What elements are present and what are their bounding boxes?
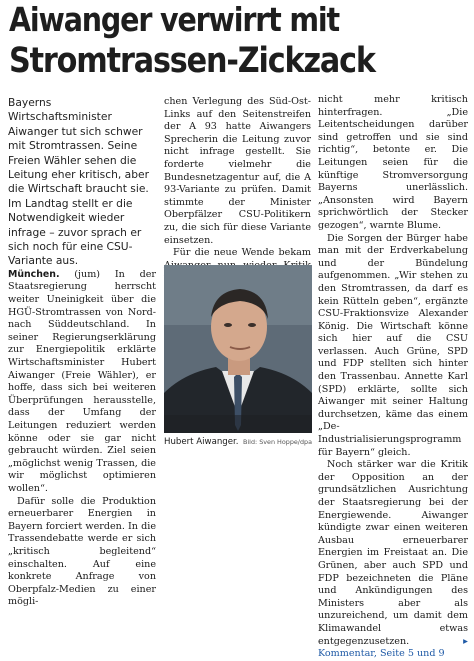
body-paragraph-1	[8, 269, 156, 496]
cross-reference-link[interactable]: Kommentar, Seite 5 und 9	[318, 648, 445, 660]
body-paragraph-2: Dafür solle die Produktion erneuerbarer Energien in Bayern forciert werden. In die Trassendebatte werde er sich „kritisch begleitend“ einschalten. Auf eine konkrete Anfrage von Oberpfalz-Medien zu einer mögli-	[8, 495, 156, 608]
headline	[9, 0, 469, 82]
dateline: München.	[8, 268, 60, 280]
body-paragraph-7	[318, 459, 468, 661]
column-3	[318, 94, 468, 661]
body-paragraph-4: Für die neue Wende bekam	[173, 247, 311, 259]
body-text-1: (jum) In der Staatsregierung herrscht weiter Uneinigkeit über die HGÜ-Stromtrassen von Nord- nach Süddeutschland. In seiner Regierungserklärung zur Energiepolitik erklärte Wirtschaftsminister Hubert Aiwanger (Freie Wähler), er hoffe, dass sich bei weiteren Überprüfungen herausstelle, dass der Umfang der Leitungen reduziert werden könne oder sie gar nicht gebraucht würden. Ziel seien „möglichst wenig Trassen, die wir möglichst optimieren wollen“.	[8, 268, 156, 494]
lead-paragraph: Bayerns Wirtschaftsminister Aiwanger tut sich schwer mit Stromtrassen. Seine Freien Wähler sehen die Leitung eher kritisch, aber die Wirtschaft braucht sie. Im Landtag stellt er die Notwendigkeit wieder infrage – zuvor sprach er sich noch für eine CSU-Variante aus.	[8, 96, 149, 268]
headline-line-1: Aiwanger verwirrt mit	[9, 0, 340, 39]
portrait-photo	[164, 265, 312, 433]
photo-caption	[164, 437, 312, 451]
body-text-7: Noch stärker war die Kritik der Opposition an der grundsätzlichen Ausrichtung der Staatsregierung bei der Energiewende. Aiwanger kündigte zwar einen weiteren Ausbau erneuerbarer Energien im Freistaat an. Die Grünen, aber auch SPD und FDP bezeichneten die Pläne und Ankündigungen des Ministers aber als unzureichend, um damit dem Klimawandel etwas entgegenzusetzen.	[318, 459, 468, 647]
body-paragraph-5: nicht mehr kritisch hinterfragen. „Die Leitentscheidungen darüber sind getroffen und sie sind richtig“, betonte er. Die Leitungen seien für die künftige Stromversorgung Bayerns unerlässlich. „Ansonsten wird Bayern sprichwörtlich der Stecker gezogen“, warnte Blume.	[318, 94, 468, 231]
body-paragraph-3: chen Verlegung des Süd-Ost-Links auf den Seitenstreifen der A 93 hatte Aiwangers Sprecherin die Leitung zuvor nicht infrage gestellt. Sie forderte vielmehr die Bundesnetzagentur auf, die A 93-Variante zu prüfen. Damit stimmte der Minister Oberpfälzer CSU-Politikern zu, die sich für diese Variante einsetzen.	[164, 96, 311, 246]
caption-credit: Bild: Sven Hoppe/dpa	[243, 438, 312, 446]
column-1	[8, 96, 156, 609]
headline-line-2: Stromtrassen-Zickzack	[9, 41, 375, 81]
body-paragraph-6: Die Sorgen der Bürger habe man mit der Erdverkabelung und der Bündelung aufgenommen. „Wir stehen zu den Stromtrassen, da darf es kein Rütteln geben“, ergänzte CSU-Fraktionsvize Alexander König. Die Wirtschaft könne sich hier auf die CSU verlassen. Auch Grüne, SPD und FDP stellten sich hinter den Trassenbau. Annette Karl (SPD) erklärte, sollte sich Aiwanger mit seiner Haltung durchsetzen, käme das einem „De-Industrialisierungsprogramm für Bayern“ gleich.	[318, 232, 468, 458]
arrow-right-icon: ▸	[463, 635, 468, 647]
portrait-illustration	[164, 265, 312, 433]
caption-name: Hubert Aiwanger.	[164, 437, 239, 447]
